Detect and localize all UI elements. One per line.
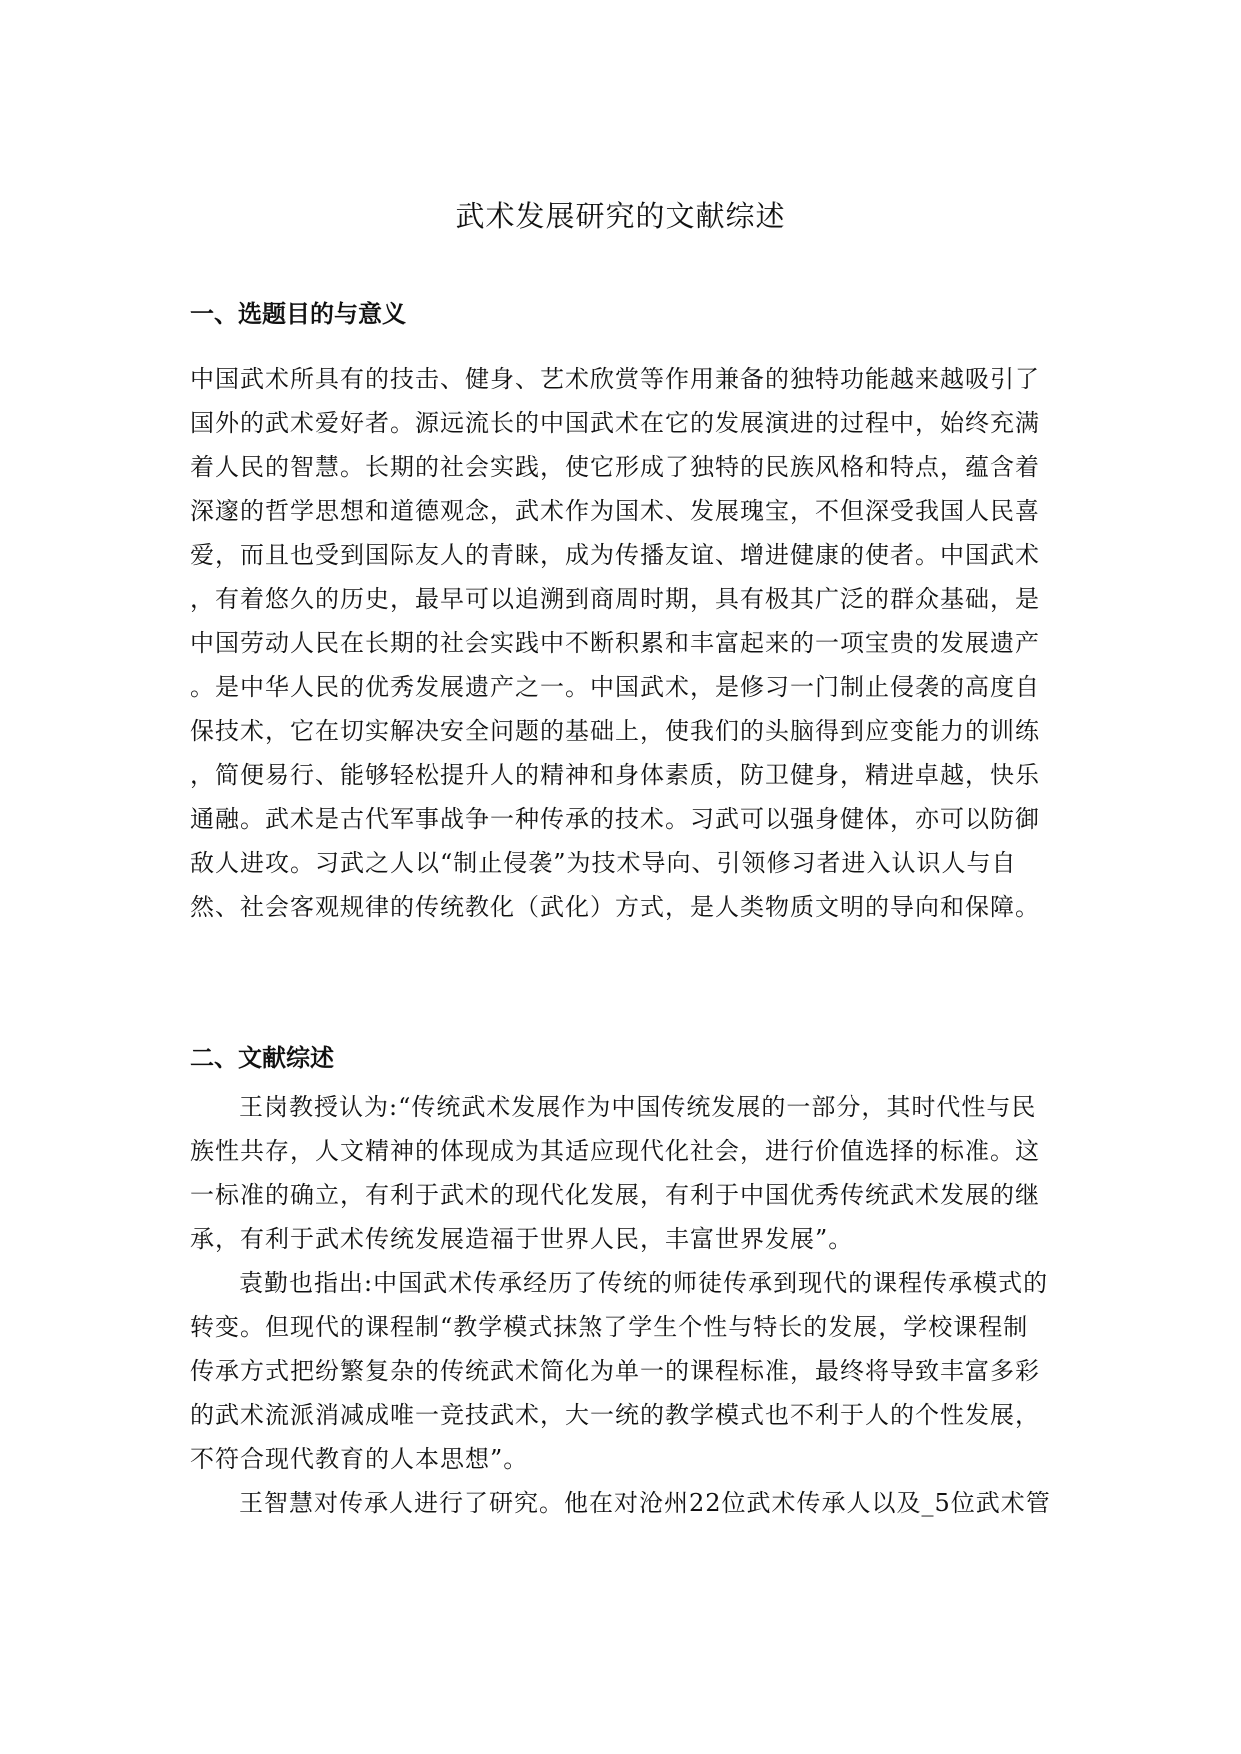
paragraph-line: 爱，而且也受到国际友人的青睐，成为传播友谊、增进健康的使者。中国武术: [190, 541, 1040, 569]
paragraph-line: 转变。但现代的课程制“教学模式抹煞了学生个性与特长的发展，学校课程制: [190, 1313, 1029, 1341]
paragraph-line: 王岗教授认为:“传统武术发展作为中国传统发展的一部分，其时代性与民: [239, 1093, 1037, 1121]
section-heading-literature-review: 二、文献综述: [190, 1044, 334, 1072]
paragraph-line: 袁勤也指出:中国武术传承经历了传统的师徒传承到现代的课程传承模式的: [239, 1269, 1049, 1297]
paragraph-line: 的武术流派消减成唯一竞技武术，大一统的教学模式也不利于人的个性发展，: [190, 1401, 1040, 1429]
paragraph-line: ，简便易行、能够轻松提升人的精神和身体素质，防卫健身，精进卓越，快乐: [190, 761, 1040, 789]
paragraph-line: 着人民的智慧。长期的社会实践，使它形成了独特的民族风格和特点，蕴含着: [190, 453, 1040, 481]
document-title: 武术发展研究的文献综述: [455, 199, 786, 233]
paragraph-line: 中国武术所具有的技击、健身、艺术欣赏等作用兼备的独特功能越来越吸引了: [190, 365, 1040, 393]
paragraph-line: 保技术，它在切实解决安全问题的基础上，使我们的头脑得到应变能力的训练: [190, 717, 1040, 745]
paragraph-line: 王智慧对传承人进行了研究。他在对沧州22位武术传承人以及_5位武术管: [239, 1489, 1051, 1517]
paragraph-line: 。是中华人民的优秀发展遗产之一。中国武术，是修习一门制止侵袭的高度自: [190, 673, 1040, 701]
paragraph-line: 族性共存，人文精神的体现成为其适应现代化社会，进行价值选择的标准。这: [190, 1137, 1040, 1165]
paragraph-line: 承，有利于武术传统发展造福于世界人民，丰富世界发展”。: [190, 1225, 854, 1253]
paragraph-line: 敌人进攻。习武之人以“制止侵袭”为技术导向、引领修习者进入认识人与自: [190, 849, 1017, 877]
paragraph-line: 通融。武术是古代军事战争一种传承的技术。习武可以强身健体，亦可以防御: [190, 805, 1040, 833]
paragraph-line: 然、社会客观规律的传统教化（武化）方式，是人类物质文明的导向和保障。: [190, 893, 1040, 921]
paragraph-line: 传承方式把纷繁复杂的传统武术简化为单一的课程标准，最终将导致丰富多彩: [190, 1357, 1040, 1385]
paragraph-line: 深邃的哲学思想和道德观念，武术作为国术、发展瑰宝，不但深受我国人民喜: [190, 497, 1040, 525]
paragraph-line: ，有着悠久的历史，最早可以追溯到商周时期，具有极其广泛的群众基础，是: [190, 585, 1040, 613]
paragraph-line: 不符合现代教育的人本思想”。: [190, 1445, 529, 1473]
section-heading-purpose: 一、选题目的与意义: [190, 300, 406, 328]
paragraph-line: 一标准的确立，有利于武术的现代化发展，有利于中国优秀传统武术发展的继: [190, 1181, 1040, 1209]
paragraph-line: 中国劳动人民在长期的社会实践中不断积累和丰富起来的一项宝贵的发展遗产: [190, 629, 1040, 657]
paragraph-line: 国外的武术爱好者。源远流长的中国武术在它的发展演进的过程中，始终充满: [190, 409, 1040, 437]
